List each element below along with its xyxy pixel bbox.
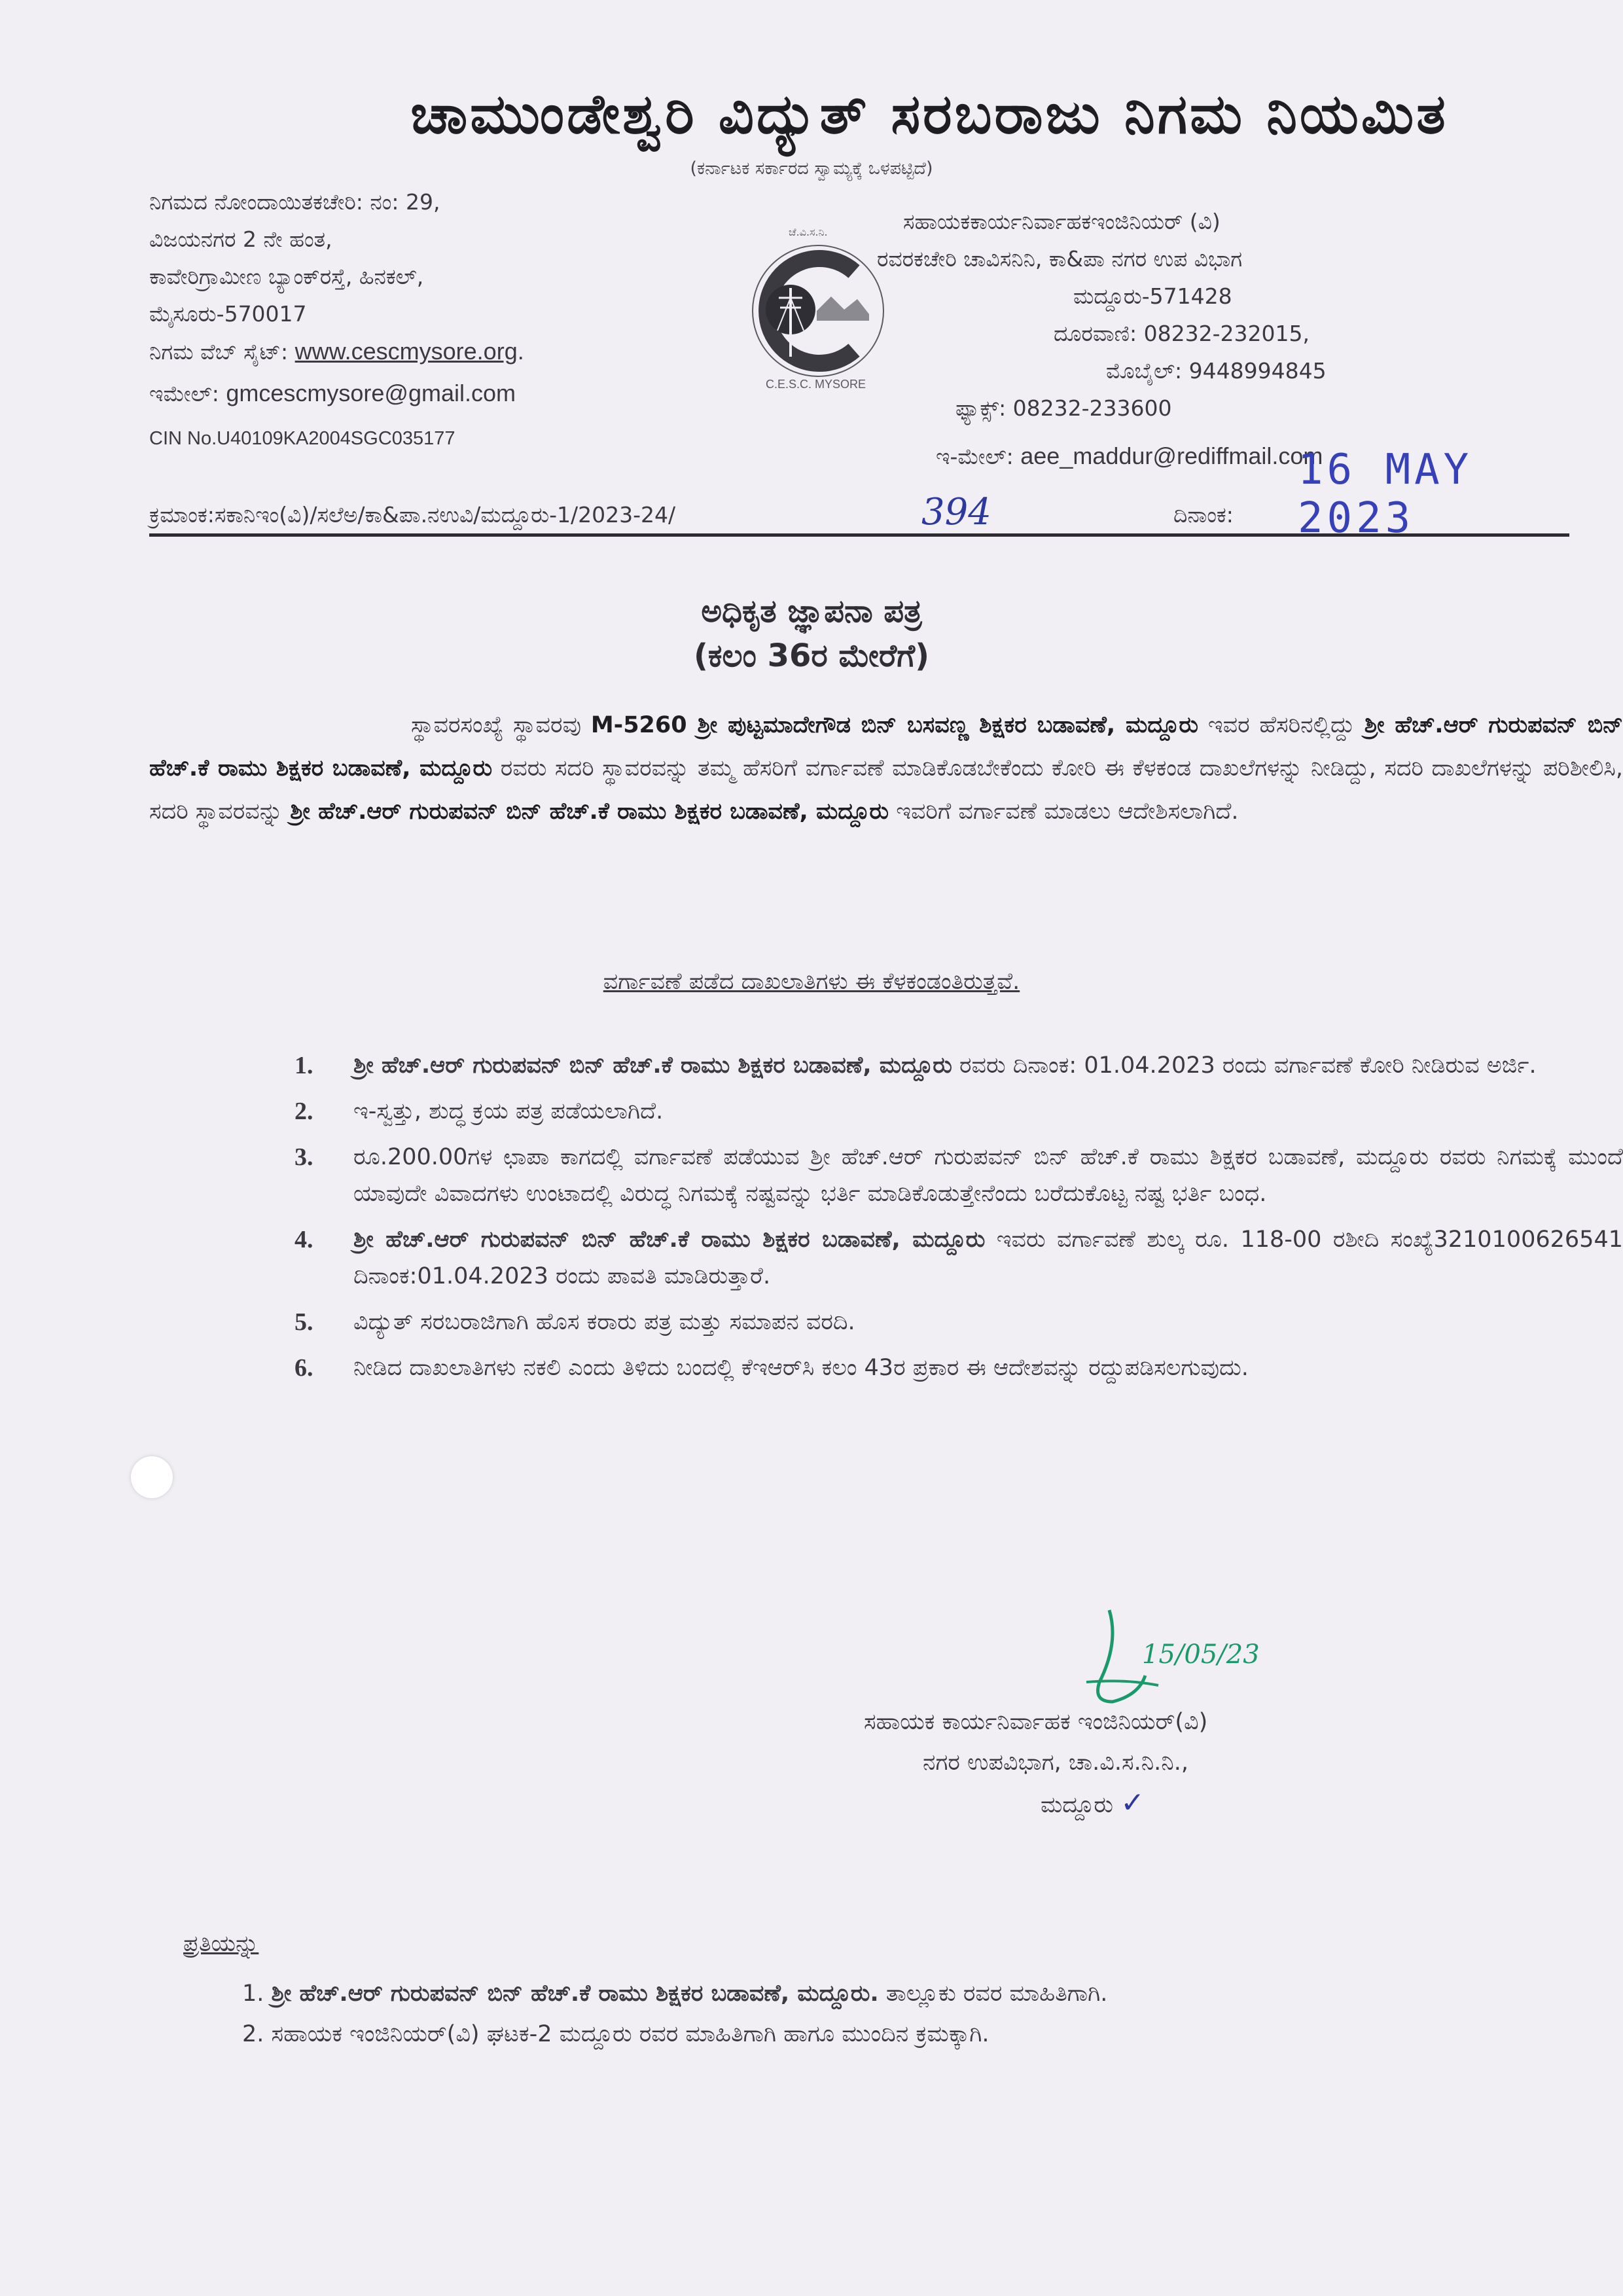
office-pin: ಮದ್ದೂರು-571428 — [1073, 283, 1232, 309]
list-item-number: 1. — [294, 1052, 313, 1079]
cin-number: CIN No.U40109KA2004SGC035177 — [149, 428, 455, 449]
registered-office-address — [149, 183, 738, 457]
body-bold-text: M-5260 ಶ್ರೀ ಪುಟ್ಟಮಾದೇಗೌಡ ಬಿನ್ ಬಸವಣ್ಣ ಶಿಕ್ಷಕರ ಬಡಾವಣೆ, ಮದ್ದೂರು — [590, 712, 1199, 738]
list-item-number: 3. — [294, 1143, 313, 1171]
signature-block — [864, 1702, 1453, 1825]
date-stamp: 16 MAY 2023 — [1298, 446, 1473, 543]
organization-subtitle: (ಕರ್ನಾಟಕ ಸರ್ಕಾರದ ಸ್ವಾಮ್ಯಕ್ಕೆ ಒಳಪಟ್ಟಿದೆ) — [690, 158, 933, 179]
cesc-logo-icon — [740, 232, 897, 389]
list-item-number: 5. — [294, 1308, 313, 1336]
organization-name: ಚಾಮುಂಡೇಶ್ವರಿ ವಿದ್ಯುತ್ ಸರಬರಾಜು ನಿಗಮ ನಿಯಮಿತ — [410, 82, 1448, 146]
sub-division-office-address — [877, 203, 1453, 475]
email-link[interactable]: gmcescmysore@gmail.com — [226, 380, 516, 406]
document-title-line: ಅಧಿಕೃತ ಜ್ಞಾಪನಾ ಪತ್ರ — [701, 593, 922, 630]
office-email-label: ಇ-ಮೇಲ್: — [936, 444, 1014, 469]
website-label: ನಿಗಮ ವೆಬ್ ಸೈಟ್: — [149, 339, 289, 365]
office-mobile: ಮೊಬೈಲ್: 9448994845 — [1106, 358, 1327, 384]
list-item — [294, 1139, 1623, 1212]
signatory-place — [864, 1783, 1453, 1825]
list-item-bold: ಶ್ರೀ ಹೆಚ್.ಆರ್ ಗುರುಪವನ್ ಬಿನ್ ಹೆಚ್.ಕೆ ರಾಮು ಶಿಕ್ಷಕರ ಬಡಾವಣೆ, ಮದ್ದೂರು — [353, 1052, 952, 1079]
address-line: ವಿಜಯನಗರ 2 ನೇ ಹಂತ, — [149, 226, 332, 252]
address-line: ಮೈಸೂರು-570017 — [149, 301, 307, 327]
signature-date: 15/05/23 — [1142, 1640, 1260, 1670]
address-line: ನಿಗಮದ ನೋಂದಾಯಿತಕಚೇರಿ: ನಂ: 29, — [149, 189, 440, 215]
logo-caption: C.E.S.C. MYSORE — [766, 378, 866, 391]
email-label: ಇಮೇಲ್: — [149, 381, 219, 406]
documents-heading: ವರ್ಗಾವಣೆ ಪಡೆದ ದಾಖಲಾತಿಗಳು ಈ ಕೆಳಕಂಡಂತಿರುತ್ತವೆ. — [603, 969, 1020, 995]
signatory-designation: ಸಹಾಯಕ ಕಾರ್ಯನಿರ್ವಾಹಕ ಇಂಜಿನಿಯರ್(ವಿ) — [864, 1709, 1208, 1735]
body-paragraph — [149, 704, 1623, 833]
email-row — [149, 374, 738, 412]
list-item-number: 1. — [242, 1981, 264, 2007]
list-item-text: ಇವರು ವರ್ಗಾವಣೆ ಶುಲ್ಕ ರೂ. 118-00 ರಶೀದಿ ಸಂಖ್ಯೆ3210100626541 ದಿನಾಂಕ:01.04.2023 ರಂದು ಪಾವತಿ ಮಾಡಿರುತ್ತಾರೆ. — [353, 1227, 1623, 1289]
list-item — [294, 1221, 1623, 1295]
date-label: ದಿನಾಂಕ: — [1173, 502, 1234, 528]
list-item-text: ತಾಲ್ಲೂಕು ರವರ ಮಾಹಿತಿಗಾಗಿ. — [878, 1981, 1108, 2007]
website-suffix: . — [517, 338, 524, 365]
list-item-text: ಸಹಾಯಕ ಇಂಜಿನಿಯರ್(ವಿ) ಘಟಕ-2 ಮದ್ದೂರು ರವರ ಮಾಹಿತಿಗಾಗಿ ಹಾಗೂ ಮುಂದಿನ ಕ್ರಮಕ್ಕಾಗಿ. — [271, 2021, 990, 2047]
list-item-text: ನೀಡಿದ ದಾಖಲಾತಿಗಳು ನಕಲಿ ಎಂದು ತಿಳಿದು ಬಂದಲ್ಲಿ ಕೆಇಆರ್‌ಸಿ ಕಲಂ 43ರ ಪ್ರಕಾರ ಈ ಆದೇಶವನ್ನು ರದ್ದುಪಡಿಸಲಗುವುದು. — [353, 1355, 1249, 1381]
signatory-place-text: ಮದ್ದೂರು — [1041, 1792, 1114, 1818]
website-link[interactable]: www.cescmysore.org — [294, 338, 518, 365]
document-title-section: (ಕಲಂ 36ರ ಮೇರೆಗೆ) — [693, 637, 930, 674]
list-item — [294, 1304, 1623, 1340]
list-item — [242, 1973, 1486, 2014]
cesc-logo — [740, 226, 897, 391]
copies-heading: ಪ್ರತಿಯನ್ನು — [183, 1931, 259, 1957]
body-text: ರವರು ಸದರಿ ಸ್ಥಾವರವನ್ನು ತಮ್ಮ ಹೆಸರಿಗೆ ವರ್ಗಾವಣೆ ಮಾಡಿಕೊಡಬೇಕೆಂದು ಕೋರಿ ಈ ಕೆಳಕಂಡ ದಾಖಲೆಗಳನ್ನು ನೀಡಿದ್ದು, ಸದರಿ ದಾಖಲೆಗಳನ್ನು ಪರಿಶೀಲಿಸಿ, ಸದರಿ ಸ್ಥಾವರವನ್ನು — [149, 755, 1623, 825]
body-bold-text: ಶ್ರೀ ಹೆಚ್.ಆರ್ ಗುರುಪವನ್ ಬಿನ್ ಹೆಚ್.ಕೆ ರಾಮು ಶಿಕ್ಷಕರ ಬಡಾವಣೆ, ಮದ್ದೂರು — [149, 712, 1623, 781]
list-item — [294, 1047, 1623, 1084]
list-item-number: 6. — [294, 1354, 313, 1382]
punch-hole — [131, 1456, 173, 1498]
office-fax: ಫ್ಯಾಕ್ಸ್: 08232-233600 — [955, 395, 1172, 421]
body-text: ಇವರ ಹೆಸರಿನಲ್ಲಿದ್ದು — [1207, 712, 1355, 738]
list-item-number: 2. — [242, 2021, 264, 2047]
documents-list — [294, 1047, 1623, 1395]
list-item-bold: ಶ್ರೀ ಹೆಚ್.ಆರ್ ಗುರುಪವನ್ ಬಿನ್ ಹೆಚ್.ಕೆ ರಾಮು ಶಿಕ್ಷಕರ ಬಡಾವಣೆ, ಮದ್ದೂರು — [353, 1227, 986, 1253]
copies-list — [242, 1973, 1486, 2054]
office-line: ಸಹಾಯಕಕಾರ್ಯನಿರ್ವಾಹಕಇಂಜಿನಿಯರ್ (ವಿ) — [903, 209, 1221, 234]
list-item-text: ವಿದ್ಯುತ್ ಸರಬರಾಜಿಗಾಗಿ ಹೊಸ ಕರಾರು ಪತ್ರ ಮತ್ತು ಸಮಾಪನ ವರದಿ. — [353, 1309, 855, 1335]
body-bold-text: ಶ್ರೀ ಹೆಚ್.ಆರ್ ಗುರುಪವನ್ ಬಿನ್ ಹೆಚ್.ಕೆ ರಾಮು ಶಿಕ್ಷಕರ ಬಡಾವಣೆ, ಮದ್ದೂರು — [290, 798, 889, 825]
office-email-link[interactable]: aee_maddur@rediffmail.com — [1020, 442, 1323, 469]
list-item-number: 2. — [294, 1098, 313, 1125]
office-phone: ದೂರವಾಣಿ: 08232-232015, — [1054, 321, 1310, 346]
list-item — [294, 1093, 1623, 1130]
list-item-number: 4. — [294, 1226, 313, 1253]
list-item-text: ಇ-ಸ್ವತ್ತು, ಶುದ್ಧ ಕ್ರಯ ಪತ್ರ ಪಡೆಯಲಾಗಿದೆ. — [353, 1098, 664, 1124]
list-item — [242, 2014, 1486, 2054]
initial-mark-icon: ✓ — [1120, 1786, 1145, 1820]
body-text: ಇವರಿಗೆ ವರ್ಗಾವಣೆ ಮಾಡಲು ಆದೇಶಿಸಲಾಗಿದೆ. — [896, 798, 1239, 825]
reference-number-handwritten: 394 — [921, 491, 991, 533]
body-text: ಸ್ಥಾವರಸಂಖ್ಯೆ ಸ್ಥಾವರವು — [411, 712, 582, 738]
list-item-text: ರೂ.200.00ಗಳ ಛಾಪಾ ಕಾಗದಲ್ಲಿ ವರ್ಗಾವಣೆ ಪಡೆಯುವ ಶ್ರೀ ಹೆಚ್.ಆರ್ ಗುರುಪವನ್ ಬಿನ್ ಹೆಚ್.ಕೆ ರಾಮು ಶಿಕ್ಷಕರ ಬಡಾವಣೆ, ಮದ್ದೂರು ರವರು ನಿಗಮಕ್ಕೆ ಮುಂದೆ ಯಾವುದೇ ವಿವಾದಗಳು ಉಂಟಾದಲ್ಲಿ ವಿರುದ್ಧ ನಿಗಮಕ್ಕೆ ನಷ್ಟವನ್ನು ಭರ್ತಿ ಮಾಡಿಕೊಡುತ್ತೇನೆಂದು ಬರೆದುಕೊಟ್ಟ ನಷ್ಟ ಭರ್ತಿ ಬಂಧ. — [353, 1144, 1623, 1207]
address-line: ಕಾವೇರಿಗ್ರಾಮೀಣ ಬ್ಯಾಂಕ್‌ರಸ್ತೆ, ಹಿನಕಲ್, — [149, 264, 424, 289]
signatory-office: ನಗರ ಉಪವಿಭಾಗ, ಚಾ.ವಿ.ಸ.ನಿ.ನಿ., — [923, 1749, 1188, 1776]
office-line: ರವರಕಚೇರಿ ಚಾವಿಸನಿನಿ, ಕಾ&ಪಾ ನಗರ ಉಪ ವಿಭಾಗ — [877, 246, 1243, 272]
list-item-bold: ಶ್ರೀ ಹೆಚ್.ಆರ್ ಗುರುಪವನ್ ಬಿನ್ ಹೆಚ್.ಕೆ ರಾಮು ಶಿಕ್ಷಕರ ಬಡಾವಣೆ, ಮದ್ದೂರು. — [271, 1981, 879, 2007]
list-item — [294, 1350, 1623, 1386]
document-title — [0, 589, 1623, 678]
reference-prefix: ಕ್ರಮಾಂಕ:ಸಕಾನಿಇಂ(ವಿ)/ಸಲೆಅ/ಕಾ&ಪಾ.ನಉವಿ/ಮದ್ದೂರು-1/2023-24/ — [149, 502, 676, 528]
list-item-text: ರವರು ದಿನಾಂಕ: 01.04.2023 ರಂದು ವರ್ಗಾವಣೆ ಕೋರಿ ನೀಡಿರುವ ಅರ್ಜಿ. — [952, 1052, 1537, 1079]
website-row — [149, 332, 738, 370]
logo-top-letters: ಚೆ.ವಿ.ಸ.ನಿ. — [789, 226, 828, 238]
